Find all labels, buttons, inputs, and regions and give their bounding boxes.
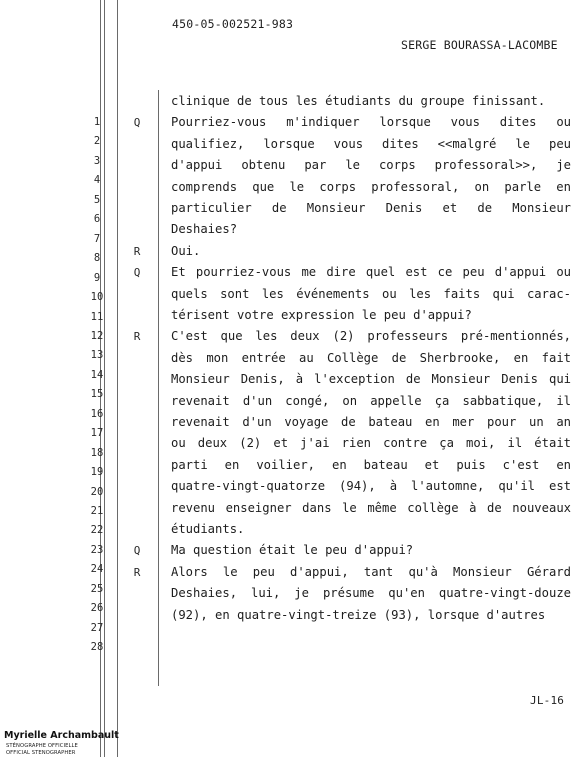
transcript-line: particulier de Monsieur Denis et de Monsieur (171, 201, 571, 215)
transcript-line: clinique de tous les étudiants du groupe finissant. (171, 94, 546, 108)
speaker-marker: R (133, 330, 141, 344)
transcript-line: C'est que les deux (2) professeurs pré-mentionnés, (171, 329, 571, 344)
speaker-marker: R (133, 244, 141, 258)
transcript-line: qualifiez, lorsque vous dites <<malgré le peu (171, 136, 571, 151)
transcript-line: Oui. (171, 243, 201, 258)
stenographer-name: Myrielle Archambault (4, 730, 119, 741)
speaker-column-rule (158, 90, 159, 686)
page-code: JL-16 (530, 694, 565, 707)
transcript-line: Monsieur Denis, à l'exception de Monsieur Denis qui (171, 372, 571, 387)
line-number: 3 (93, 154, 101, 167)
line-number: 13 (90, 349, 104, 362)
transcript-line: étudiants. (171, 522, 245, 536)
witness-name: SERGE BOURASSA-LACOMBE (401, 38, 558, 52)
speaker-marker: R (133, 565, 141, 579)
transcript-line: ou deux (2) et j'ai rien contre ça moi, il était (171, 436, 571, 451)
transcript-line: comprends que le corps professoral, on parle en (171, 179, 571, 194)
transcript-line: revenait d'un congé, on appelle ça sabbatique, il (171, 393, 571, 408)
transcript-line: quels sont les événements ou les faits qui carac- (171, 286, 571, 301)
line-number: 16 (90, 407, 104, 420)
line-number: 21 (90, 505, 104, 517)
line-number: 2 (93, 135, 101, 148)
file-number: 450-05-002521-983 (172, 17, 294, 31)
speaker-marker: Q (133, 544, 141, 558)
transcript-line: Deshaies? (171, 222, 238, 237)
line-number: 12 (90, 329, 104, 342)
transcript-line: revenait d'un voyage de bateau en mer pour un an (171, 415, 571, 429)
transcript-line: revenu enseigner dans le même collège à de nouveaux (171, 500, 571, 515)
transcript-line: Alors le peu d'appui, tant qu'à Monsieur Gérard (171, 564, 571, 579)
transcript-line: térisent votre expression le peu d'appui? (171, 308, 472, 322)
transcript-line: Et pourriez-vous me dire quel est ce peu d'appui ou (171, 265, 571, 280)
speaker-marker: Q (133, 266, 141, 280)
transcript-line: quatre-vingt-quatorze (94), à l'automne, qu'il est (171, 479, 571, 494)
transcript-line: parti en voilier, en bateau et puis c'est en (171, 457, 571, 472)
line-number: 1 (93, 116, 101, 128)
line-number: 15 (90, 388, 104, 401)
line-number: 22 (90, 524, 104, 537)
transcript-line: Deshaies, lui, je présume qu'en quatre-vingt-douze (171, 586, 571, 601)
line-number: 8 (93, 252, 101, 265)
line-number: 24 (90, 563, 104, 576)
line-number: 11 (90, 310, 104, 323)
transcript-line: (92), en quatre-vingt-treize (93), lorsque d'autres (171, 607, 546, 622)
transcript-line: Pourriez-vous m'indiquer lorsque vous dites ou (171, 115, 571, 130)
line-number: 5 (93, 193, 101, 206)
line-number: 18 (90, 446, 104, 459)
line-number: 25 (90, 582, 104, 595)
transcript-line: dès mon entrée au Collège de Sherbrooke, en fait (171, 350, 571, 365)
stenographer-title-fr: STÉNOGRAPHE OFFICIELLE (6, 743, 78, 749)
transcript-line: Ma question était le peu d'appui? (171, 543, 414, 558)
stenographer-title-en: OFFICIAL STENOGRAPHER (6, 750, 76, 756)
line-number: 4 (93, 174, 101, 187)
line-number: 28 (90, 641, 104, 654)
margin-rule (117, 0, 118, 757)
line-number: 6 (93, 213, 101, 226)
transcript-line: d'appui obtenu par le corps professoral>>, je (171, 158, 571, 173)
line-number: 9 (93, 271, 101, 284)
line-number: 26 (90, 602, 104, 615)
line-number: 17 (90, 427, 104, 440)
line-number: 19 (90, 466, 104, 479)
line-number: 23 (90, 543, 104, 556)
line-number: 14 (90, 368, 104, 381)
line-number: 27 (90, 621, 104, 634)
speaker-marker: Q (133, 116, 141, 130)
line-number: 20 (90, 485, 104, 498)
line-number: 7 (93, 232, 101, 245)
line-number: 10 (90, 291, 104, 304)
